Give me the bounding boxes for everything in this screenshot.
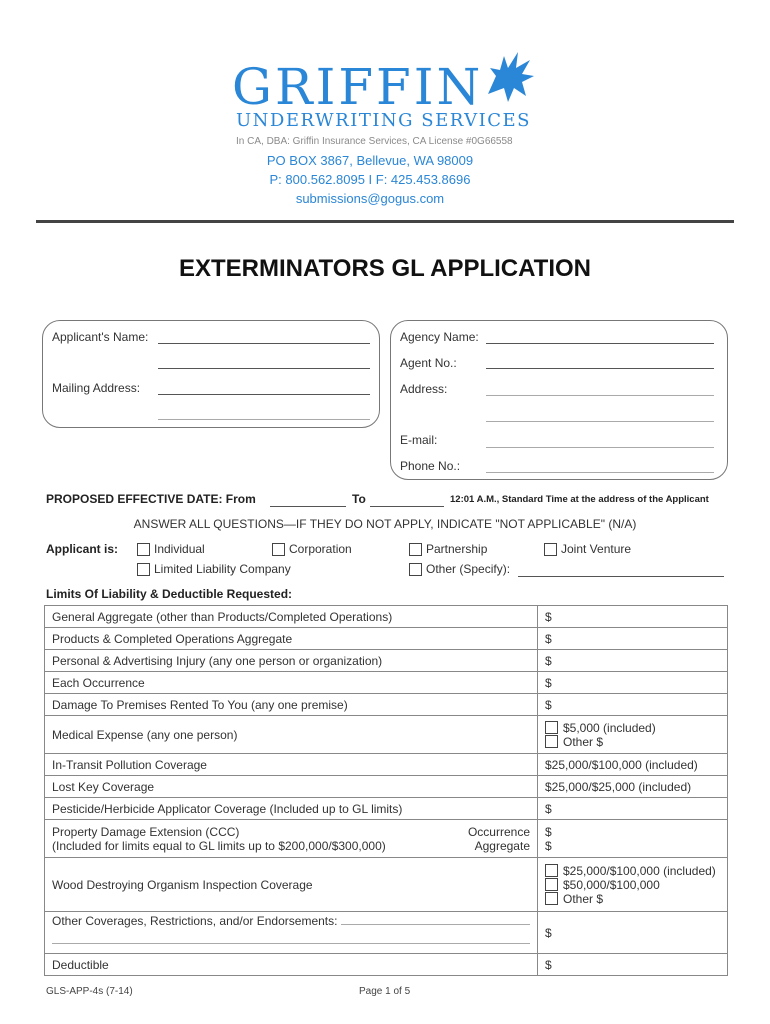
other-label: Other (Specify):: [426, 562, 511, 576]
medical-included-label: $5,000 (included): [563, 720, 656, 735]
agent-no-label: Agent No.:: [400, 356, 457, 370]
corporation-label: Corporation: [289, 542, 352, 556]
applicant-name-field[interactable]: [158, 342, 370, 344]
table-row: [45, 798, 728, 820]
table-row: [45, 754, 728, 776]
page-title: EXTERMINATORS GL APPLICATION: [178, 255, 592, 282]
other-coverages-cell: [45, 912, 538, 954]
partnership-label: Partnership: [426, 542, 488, 556]
agency-email-field[interactable]: [486, 446, 714, 448]
wood-label: Wood Destroying Organism Inspection Coverage: [45, 858, 538, 912]
llc-label: Limited Liability Company: [154, 562, 291, 576]
mailing-address-label: Mailing Address:: [52, 381, 141, 395]
wood-opt1-label: $25,000/$100,000 (included): [563, 863, 716, 878]
pde-occurrence-label: Occurrence: [467, 824, 530, 839]
griffin-logo-icon: [478, 46, 540, 108]
each-occurrence-label: Each Occurrence: [45, 672, 538, 694]
table-row: [45, 954, 728, 976]
wood-opt2-checkbox[interactable]: [545, 878, 558, 891]
pesticide-label: Pesticide/Herbicide Applicator Coverage (Included up to GL limits): [45, 798, 538, 820]
pesticide-value[interactable]: $: [538, 798, 728, 820]
other-coverages-value[interactable]: $: [538, 912, 728, 954]
email-line: submissions@gogus.com: [295, 191, 445, 206]
page-number: Page 1 of 5: [359, 986, 411, 997]
effective-date-label: PROPOSED EFFECTIVE DATE: From: [46, 492, 256, 506]
brand-subtitle: UNDERWRITING SERVICES: [236, 110, 532, 131]
other-coverages-field-2[interactable]: [52, 942, 530, 944]
pde-aggregate-label: Aggregate: [474, 838, 530, 853]
brand-name: GRIFFIN: [232, 58, 484, 116]
wood-opt3-checkbox[interactable]: [545, 892, 558, 905]
agency-address-field[interactable]: [486, 394, 714, 396]
deductible-value[interactable]: $: [538, 954, 728, 976]
intransit-label: In-Transit Pollution Coverage: [45, 754, 538, 776]
agency-phone-field[interactable]: [486, 471, 714, 473]
agency-phone-label: Phone No.:: [400, 459, 461, 473]
address-line: PO BOX 3867, Bellevue, WA 98009: [266, 153, 474, 168]
header-rule: [36, 220, 734, 223]
corporation-checkbox[interactable]: [272, 543, 285, 556]
effective-to-field[interactable]: [370, 505, 444, 507]
other-coverages-label: Other Coverages, Restrictions, and/or Endorsements:: [52, 914, 338, 928]
partnership-checkbox[interactable]: [409, 543, 422, 556]
personal-label: Personal & Advertising Injury (any one person or organization): [45, 650, 538, 672]
limits-table: [44, 605, 728, 976]
damage-value[interactable]: $: [538, 694, 728, 716]
mailing-address-field[interactable]: [158, 393, 370, 395]
individual-label: Individual: [154, 542, 205, 556]
table-row: [45, 672, 728, 694]
llc-checkbox[interactable]: [137, 563, 150, 576]
pde-aggregate-value[interactable]: $: [545, 838, 552, 853]
other-coverages-field[interactable]: [341, 923, 530, 925]
table-row: [45, 650, 728, 672]
lostkey-label: Lost Key Coverage: [45, 776, 538, 798]
pde-occurrence-value[interactable]: $: [545, 824, 552, 839]
table-row: [45, 912, 728, 954]
damage-label: Damage To Premises Rented To You (any one premise): [45, 694, 538, 716]
instruction-line: ANSWER ALL QUESTIONS—IF THEY DO NOT APPLY, INDICATE "NOT APPLICABLE" (N/A): [133, 517, 637, 531]
each-occurrence-value[interactable]: $: [538, 672, 728, 694]
effective-time-note: 12:01 A.M., Standard Time at the address of the Applicant: [450, 494, 709, 505]
joint-venture-checkbox[interactable]: [544, 543, 557, 556]
joint-venture-label: Joint Venture: [561, 542, 632, 556]
medical-options: [538, 716, 728, 754]
table-row: [45, 776, 728, 798]
form-number: GLS-APP-4s (7-14): [46, 986, 133, 997]
effective-from-field[interactable]: [270, 505, 346, 507]
products-value[interactable]: $: [538, 628, 728, 650]
agency-email-label: E-mail:: [400, 433, 438, 447]
lostkey-value: $25,000/$25,000 (included): [538, 776, 728, 798]
wood-opt2-label: $50,000/$100,000: [563, 877, 660, 892]
table-row: [45, 820, 728, 858]
agency-name-label: Agency Name:: [400, 330, 479, 344]
medical-other-checkbox[interactable]: [545, 735, 558, 748]
wood-options: [538, 858, 728, 912]
pde-cell: [45, 820, 538, 858]
mailing-address-field-2[interactable]: [158, 418, 370, 420]
table-row: [45, 694, 728, 716]
other-checkbox[interactable]: [409, 563, 422, 576]
other-specify-field[interactable]: [518, 575, 724, 577]
general-aggregate-label: General Aggregate (other than Products/Completed Operations): [45, 606, 538, 628]
intransit-value: $25,000/$100,000 (included): [538, 754, 728, 776]
medical-included-checkbox[interactable]: [545, 721, 558, 734]
table-row: [45, 858, 728, 912]
general-aggregate-value[interactable]: $: [538, 606, 728, 628]
table-row: [45, 628, 728, 650]
medical-label: Medical Expense (any one person): [45, 716, 538, 754]
table-row: [45, 606, 728, 628]
deductible-label: Deductible: [45, 954, 538, 976]
agency-address-field-2[interactable]: [486, 420, 714, 422]
agency-address-label: Address:: [400, 382, 448, 396]
medical-other-label: Other $: [563, 734, 604, 749]
pde-values: [538, 820, 728, 858]
wood-opt1-checkbox[interactable]: [545, 864, 558, 877]
applicant-is-label: Applicant is:: [46, 542, 119, 556]
table-row: [45, 716, 728, 754]
personal-value[interactable]: $: [538, 650, 728, 672]
dba-line: In CA, DBA: Griffin Insurance Services, CA License #0G66558: [236, 136, 513, 147]
phone-fax-line: P: 800.562.8095 I F: 425.453.8696: [269, 172, 471, 187]
products-label: Products & Completed Operations Aggregate: [45, 628, 538, 650]
pde-note: (Included for limits equal to GL limits up to $200,000/$300,000): [52, 838, 386, 853]
pde-label: Property Damage Extension (CCC): [52, 824, 240, 839]
effective-to-label: To: [352, 492, 366, 506]
wood-opt3-label: Other $: [563, 891, 604, 906]
applicant-name-label: Applicant's Name:: [52, 330, 149, 344]
agent-no-field[interactable]: [486, 367, 714, 369]
limits-heading: Limits Of Liability & Deductible Requested:: [46, 587, 293, 601]
agency-name-field[interactable]: [486, 342, 714, 344]
individual-checkbox[interactable]: [137, 543, 150, 556]
applicant-name-field-2[interactable]: [158, 367, 370, 369]
agency-box: [390, 320, 728, 480]
